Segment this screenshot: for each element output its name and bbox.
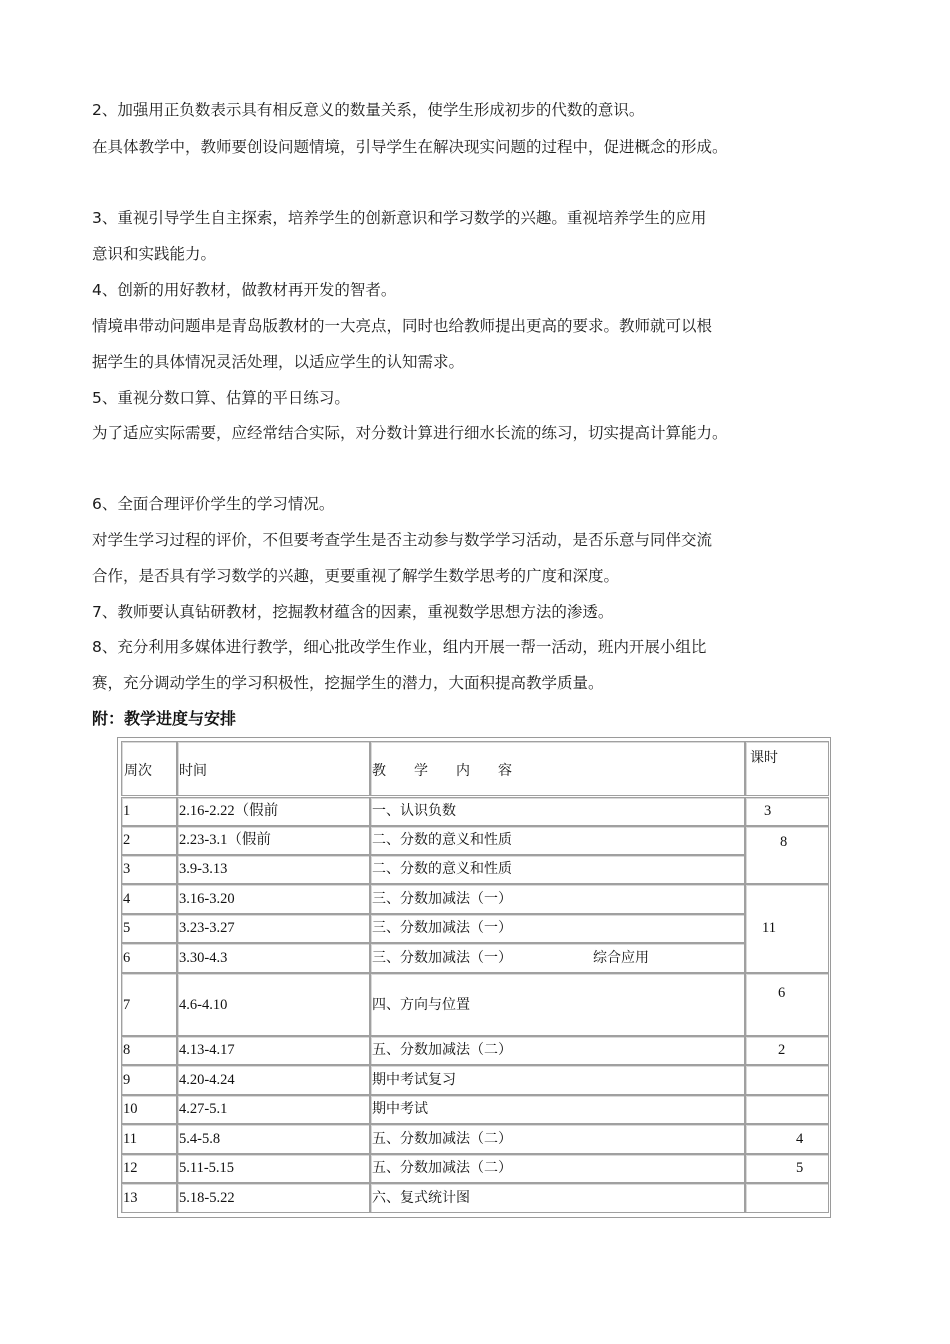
table-row-11-time: [177, 1124, 370, 1154]
table-row-8-content: [370, 1036, 745, 1065]
table-row-4-content: [370, 884, 745, 914]
table-row-12-week: [121, 1154, 177, 1183]
content-value: 五、分数加减法（二）: [372, 1042, 512, 1058]
week-value: 10: [123, 1101, 138, 1117]
paragraph-2-heading: 2、加强用正负数表示具有相反意义的数量关系，使学生形成初步的代数的意识。: [92, 101, 645, 119]
table-row-7-content: [370, 973, 745, 1036]
table-row-8-week: [121, 1036, 177, 1065]
paragraph-4-body: 情境串带动问题串是青岛版教材的一大亮点，同时也给教师提出更高的要求。教师就可以根: [92, 317, 713, 335]
table-row-9-hours: [745, 1065, 829, 1095]
table-row-10-hours: [745, 1095, 829, 1124]
content-value: 五、分数加减法（二）: [372, 1131, 512, 1147]
table-row-5-content: [370, 914, 745, 943]
table-row-9-week: [121, 1065, 177, 1095]
content-value: 五、分数加减法（二）: [372, 1160, 512, 1176]
hours-value: 11: [762, 920, 776, 936]
table-row-2-week: [121, 826, 177, 855]
content-value: 三、分数加减法（一）: [372, 920, 512, 936]
schedule-table: [117, 737, 831, 1218]
hours-value: 4: [796, 1131, 804, 1147]
table-row-3-time: [177, 855, 370, 884]
table-row-1-week: [121, 797, 177, 826]
hours-value: 3: [764, 803, 772, 819]
content-value: 三、分数加减法（一）: [372, 950, 512, 966]
paragraph-4-body-cont: 据学生的具体情况灵活处理，以适应学生的认知需求。: [92, 353, 465, 371]
table-row-6-week: [121, 943, 177, 973]
time-value: 2.16-2.22（假前: [179, 803, 279, 819]
header-cell-week: [121, 741, 177, 796]
time-value: 4.20-4.24: [179, 1072, 235, 1088]
time-value: 5.4-5.8: [179, 1131, 221, 1147]
table-row-7-time: [177, 973, 370, 1036]
week-value: 5: [123, 920, 131, 936]
header-cell-hours: [745, 741, 829, 796]
table-row-13-content: [370, 1183, 745, 1213]
week-value: 11: [123, 1131, 137, 1147]
header-cell-content: [370, 741, 745, 796]
time-value: 4.13-4.17: [179, 1042, 235, 1058]
time-value: 3.23-3.27: [179, 920, 235, 936]
paragraph-6-heading: 6、全面合理评价学生的学习情况。: [92, 495, 335, 513]
table-row-12-hours: [745, 1154, 829, 1183]
week-value: 13: [123, 1190, 138, 1206]
time-value: 3.30-4.3: [179, 950, 228, 966]
table-row-11-content: [370, 1124, 745, 1154]
week-value: 1: [123, 803, 131, 819]
table-row-8-time: [177, 1036, 370, 1065]
table-row-1-time: [177, 797, 370, 826]
table-row-3-content: [370, 855, 745, 884]
table-row-3-week: [121, 855, 177, 884]
content-value: 二、分数的意义和性质: [372, 861, 512, 877]
header-week: 周次: [124, 763, 152, 779]
week-value: 9: [123, 1072, 131, 1088]
table-row-4-week: [121, 884, 177, 914]
paragraph-2-body: 在具体教学中，教师要创设问题情境，引导学生在解决现实问题的过程中，促进概念的形成。: [92, 138, 728, 156]
table-row-7-hours: [745, 973, 829, 1036]
content-value: 三、分数加减法（一）: [372, 891, 512, 907]
header-hours: 课时: [750, 750, 778, 766]
table-row-4-time: [177, 884, 370, 914]
table-row-9-content: [370, 1065, 745, 1095]
table-row-1-hours: [745, 797, 829, 826]
week-value: 8: [123, 1042, 131, 1058]
paragraph-6-body-cont: 合作，是否具有学习数学的兴趣，更要重视了解学生数学思考的广度和深度。: [92, 567, 620, 585]
header-time: 时间: [179, 763, 207, 779]
paragraph-8-cont: 赛，充分调动学生的学习积极性，挖掘学生的潜力，大面积提高教学质量。: [92, 674, 604, 692]
content-extra: 综合应用: [593, 950, 649, 966]
week-value: 3: [123, 861, 131, 877]
content-value: 一、认识负数: [372, 803, 456, 819]
table-row-13-time: [177, 1183, 370, 1213]
table-row-5-week: [121, 914, 177, 943]
hours-value: 8: [780, 834, 788, 850]
hours-value: 2: [778, 1042, 786, 1058]
paragraph-6-body: 对学生学习过程的评价，不但要考查学生是否主动参与数学学习活动，是否乐意与同伴交流: [92, 531, 713, 549]
table-row-10-time: [177, 1095, 370, 1124]
content-value: 六、复式统计图: [372, 1190, 470, 1206]
table-row-12-content: [370, 1154, 745, 1183]
table-row-5-time: [177, 914, 370, 943]
table-row-11-hours: [745, 1124, 829, 1154]
paragraph-7: 7、教师要认真钻研教材，挖掘教材蕴含的因素，重视数学思想方法的渗透。: [92, 603, 614, 621]
content-value: 二、分数的意义和性质: [372, 832, 512, 848]
table-hours-rows-4-6: [745, 884, 829, 973]
table-row-7-week: [121, 973, 177, 1036]
content-value: 四、方向与位置: [372, 997, 470, 1013]
table-row-6-content: [370, 943, 745, 973]
table-row-9-time: [177, 1065, 370, 1095]
paragraph-8: 8、充分利用多媒体进行教学，细心批改学生作业，组内开展一帮一活动，班内开展小组比: [92, 638, 707, 656]
paragraph-5-heading: 5、重视分数口算、估算的平日练习。: [92, 389, 350, 407]
time-value: 5.18-5.22: [179, 1190, 235, 1206]
week-value: 4: [123, 891, 131, 907]
week-value: 7: [123, 997, 131, 1013]
table-row-6-time: [177, 943, 370, 973]
table-row-10-content: [370, 1095, 745, 1124]
header-content: 教 学 内 容: [372, 763, 512, 779]
table-row-2-time: [177, 826, 370, 855]
appendix-title: 附：教学进度与安排: [92, 709, 237, 728]
paragraph-3-heading: 3、重视引导学生自主探索，培养学生的创新意识和学习数学的兴趣。重视培养学生的应用: [92, 209, 707, 227]
week-value: 2: [123, 832, 131, 848]
header-cell-time: [177, 741, 370, 796]
time-value: 2.23-3.1（假前: [179, 832, 271, 848]
time-value: 3.16-3.20: [179, 891, 235, 907]
table-row-2-content: [370, 826, 745, 855]
table-row-8-hours: [745, 1036, 829, 1065]
paragraph-5-body: 为了适应实际需要，应经常结合实际，对分数计算进行细水长流的练习，切实提高计算能力。: [92, 424, 728, 442]
hours-value: 5: [796, 1160, 804, 1176]
hours-value: 6: [778, 985, 786, 1001]
time-value: 3.9-3.13: [179, 861, 228, 877]
table-row-10-week: [121, 1095, 177, 1124]
paragraph-3-cont: 意识和实践能力。: [92, 245, 217, 263]
table-row-12-time: [177, 1154, 370, 1183]
paragraph-4-heading: 4、创新的用好教材，做教材再开发的智者。: [92, 281, 397, 299]
content-value: 期中考试复习: [372, 1072, 456, 1088]
content-value: 期中考试: [372, 1101, 428, 1117]
table-row-11-week: [121, 1124, 177, 1154]
table-row-13-hours: [745, 1183, 829, 1213]
table-row-1-content: [370, 797, 745, 826]
table-row-13-week: [121, 1183, 177, 1213]
time-value: 4.6-4.10: [179, 997, 228, 1013]
week-value: 12: [123, 1160, 138, 1176]
week-value: 6: [123, 950, 131, 966]
time-value: 5.11-5.15: [179, 1160, 235, 1176]
table-hours-rows-2-3: [745, 826, 829, 884]
time-value: 4.27-5.1: [179, 1101, 228, 1117]
